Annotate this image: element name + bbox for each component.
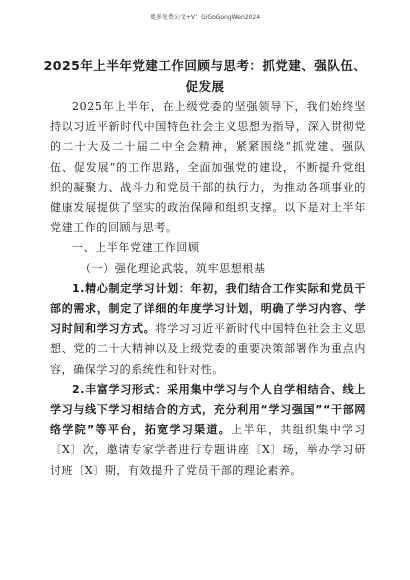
subsection-heading: （一）强化理论武装，筑牢思想根基	[80, 261, 266, 275]
intro-paragraph: 2025年上半年，在上级党委的坚强领导下，我们始终坚持以习近平新时代中国特色社会主义思想为指导，深入贯彻党的二十大及二十届二中全会精神，紧紧围绕“抓党建、强队伍、促发展”的工作思路，全面加强党的建设，不断提升党组织的凝聚力、战斗力和党员干部的执行力，为推动各项事业的健康发展提供了坚实的政治保障和组织支撑。以下是对上半年党建工作的回顾与思考。	[50, 100, 366, 235]
item-1-paragraph	[50, 279, 366, 380]
item-1-lead: 1.精心制定学习计划：年初，我们结合工作实际和党员干部的需求，制定了详细的年度学习计划，明确了学习内容、学习时间和学习方式。	[50, 281, 366, 336]
item-2-text: 上半年，共组织集中学习〔X〕次，邀请专家学者进行专题讲座〔X〕场，举办学习研讨班〔X〕期，有效提升了党员干部的理论素养。	[50, 423, 366, 477]
document-body	[50, 97, 366, 481]
section-heading: 一、上半年党建工作回顾	[72, 241, 200, 255]
item-2-paragraph	[50, 380, 366, 481]
document-title: 2025年上半年党建工作回顾与思考：抓党建、强队伍、促发展	[43, 58, 367, 94]
header-note: 更多免费公文+V：GiGoGongWen2024	[149, 14, 261, 21]
item-2-lead: 2.丰富学习形式：采用集中学习与个人自学相结合、线上学习与线下学习相结合的方式，充分利用“学习强国”“干部网络学院”等平台，拓宽学习渠道。	[50, 382, 366, 437]
item-1-text: 将学习习近平新时代中国特色社会主义思想、党的二十大精神以及上级党委的重要决策部署作为重点内容，确保学习的系统性和针对性。	[50, 322, 366, 376]
